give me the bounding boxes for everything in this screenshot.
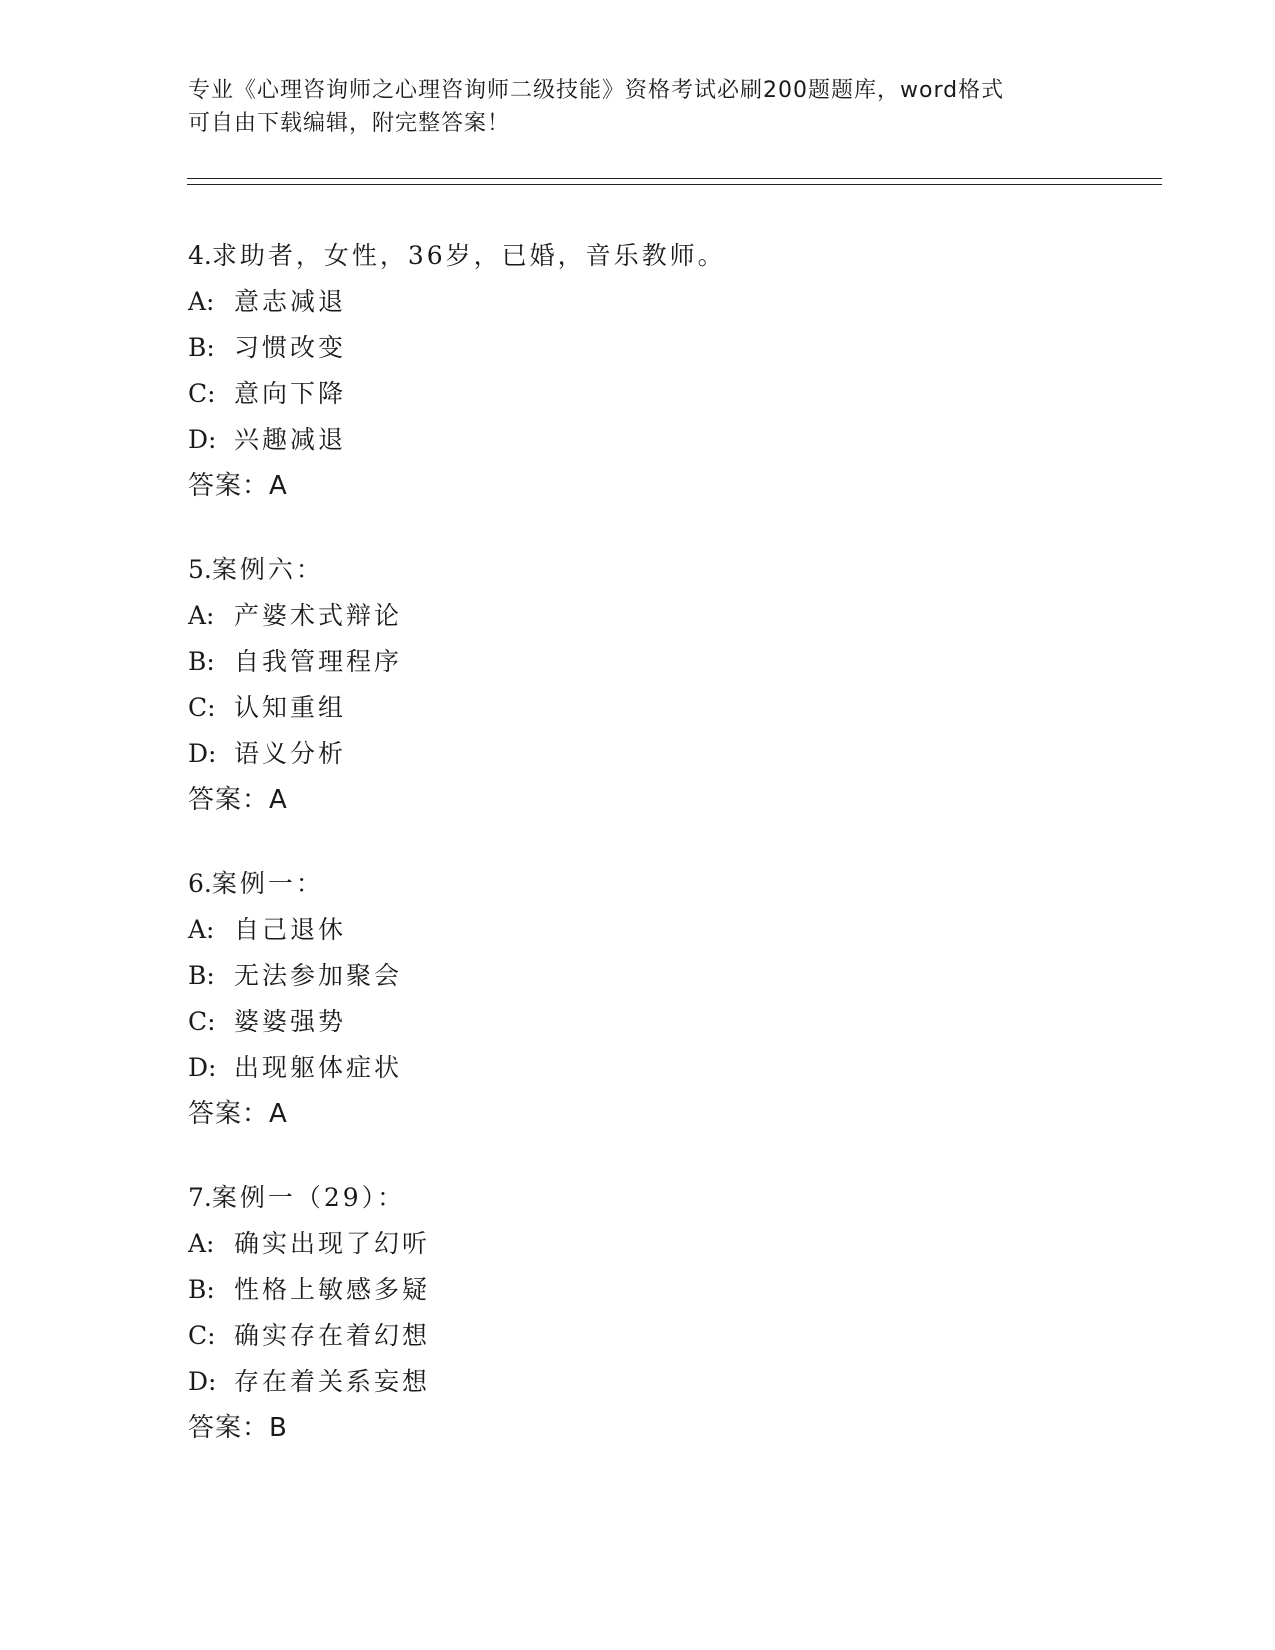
option-c xyxy=(188,1313,1088,1359)
option-c xyxy=(188,685,1088,731)
header-divider-bottom xyxy=(187,184,1162,185)
option-text: 认知重组 xyxy=(234,693,347,722)
option-text: 意志减退 xyxy=(234,287,347,316)
option-letter: B: xyxy=(188,1275,215,1304)
option-text: 确实出现了幻听 xyxy=(234,1229,431,1258)
option-text: 无法参加聚会 xyxy=(234,961,403,990)
option-text: 存在着关系妄想 xyxy=(234,1367,431,1396)
option-letter: D: xyxy=(188,425,217,454)
option-text: 意向下降 xyxy=(234,379,347,408)
option-letter: D: xyxy=(188,739,217,768)
option-a xyxy=(188,907,1088,953)
question-title xyxy=(188,233,1088,279)
answer-line: 答案：A xyxy=(188,785,288,815)
option-letter: A: xyxy=(188,1229,215,1258)
option-b xyxy=(188,1267,1088,1313)
option-b xyxy=(188,953,1088,999)
question-title xyxy=(188,547,1088,593)
option-letter: C: xyxy=(188,379,216,408)
option-letter: B: xyxy=(188,961,215,990)
option-text: 确实存在着幻想 xyxy=(234,1321,431,1350)
option-text: 习惯改变 xyxy=(234,333,347,362)
option-text: 产婆术式辩论 xyxy=(234,601,403,630)
document-header xyxy=(188,74,1088,140)
header-line-2: 可自由下载编辑，附完整答案！ xyxy=(188,111,511,136)
option-c xyxy=(188,999,1088,1045)
option-letter: A: xyxy=(188,287,215,316)
option-letter: A: xyxy=(188,601,215,630)
option-a xyxy=(188,593,1088,639)
option-text: 自我管理程序 xyxy=(234,647,403,676)
option-letter: C: xyxy=(188,1321,216,1350)
option-d xyxy=(188,417,1088,463)
option-d xyxy=(188,731,1088,777)
option-d xyxy=(188,1045,1088,1091)
question-text: 求助者，女性，36岁，已婚，音乐教师。 xyxy=(211,241,726,270)
question-number: 4. xyxy=(188,241,212,270)
option-letter: B: xyxy=(188,647,215,676)
option-text: 出现躯体症状 xyxy=(234,1053,403,1082)
question-text: 案例六： xyxy=(211,555,324,584)
question-number: 6. xyxy=(188,869,212,898)
header-line-1: 专业《心理咨询师之心理咨询师二级技能》资格考试必刷200题题库，word格式 xyxy=(188,78,1005,103)
option-letter: C: xyxy=(188,693,216,722)
answer-line: 答案：B xyxy=(188,1413,288,1443)
option-letter: D: xyxy=(188,1367,217,1396)
option-text: 性格上敏感多疑 xyxy=(234,1275,431,1304)
question-5 xyxy=(188,547,1088,823)
question-title xyxy=(188,1175,1088,1221)
question-number: 5. xyxy=(188,555,212,584)
option-text: 婆婆强势 xyxy=(234,1007,347,1036)
option-b xyxy=(188,325,1088,371)
option-b xyxy=(188,639,1088,685)
question-6 xyxy=(188,861,1088,1137)
option-letter: B: xyxy=(188,333,215,362)
option-letter: C: xyxy=(188,1007,216,1036)
option-letter: D: xyxy=(188,1053,217,1082)
question-title xyxy=(188,861,1088,907)
option-text: 自己退休 xyxy=(234,915,347,944)
question-7 xyxy=(188,1175,1088,1451)
question-number: 7. xyxy=(188,1183,212,1212)
question-4 xyxy=(188,233,1088,509)
option-letter: A: xyxy=(188,915,215,944)
header-divider-top xyxy=(187,178,1162,179)
option-text: 兴趣减退 xyxy=(234,425,347,454)
option-d xyxy=(188,1359,1088,1405)
answer-line: 答案：A xyxy=(188,471,288,501)
option-c xyxy=(188,371,1088,417)
question-text: 案例一（29）： xyxy=(211,1183,406,1212)
option-a xyxy=(188,1221,1088,1267)
option-text: 语义分析 xyxy=(234,739,347,768)
option-a xyxy=(188,279,1088,325)
answer-line: 答案：A xyxy=(188,1099,288,1129)
question-list xyxy=(188,233,1088,1489)
question-text: 案例一： xyxy=(211,869,324,898)
